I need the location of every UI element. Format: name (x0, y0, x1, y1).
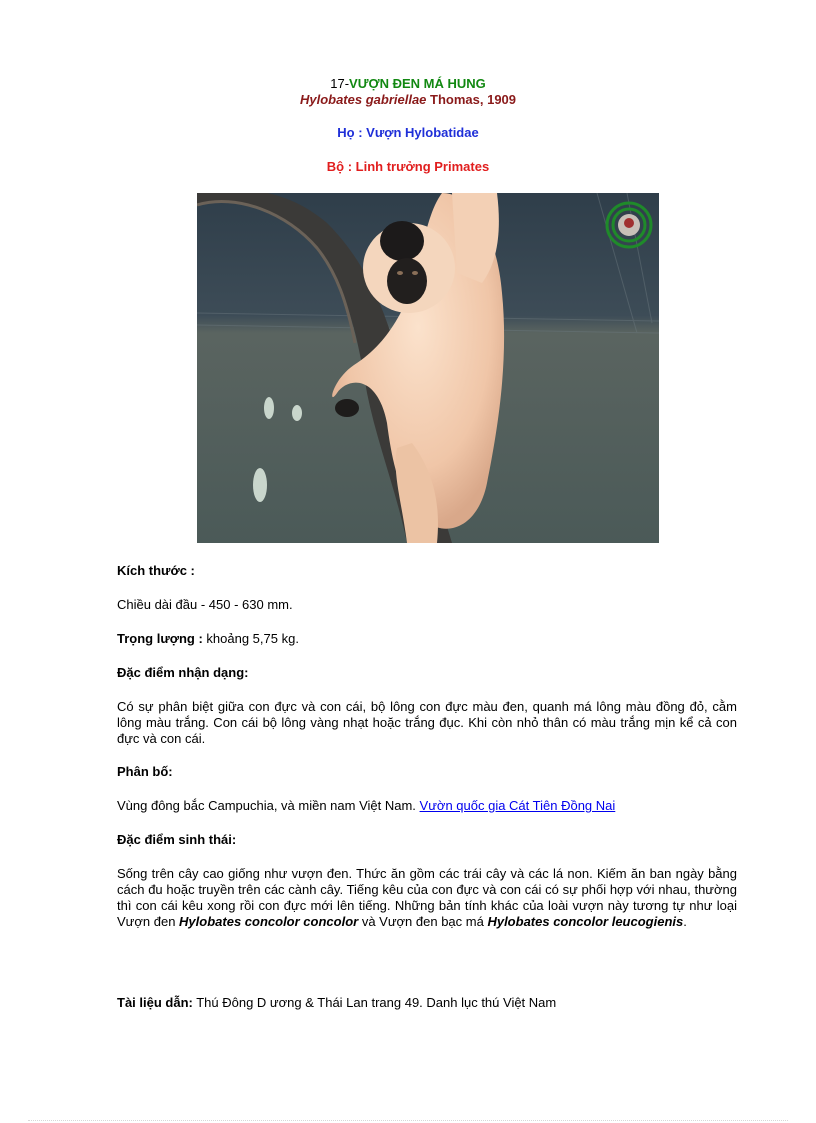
cat-tien-park-link[interactable]: Vườn quốc gia Cát Tiên Đồng Nai (419, 798, 616, 813)
size-text: Chiều dài đầu - 450 - 630 mm. (117, 597, 293, 612)
references-line (117, 995, 737, 1011)
circular-logo-icon (607, 203, 651, 247)
ecology-text-part-3: . (683, 914, 687, 929)
ecology-text-part-2: và Vượn đen bạc má (358, 914, 488, 929)
weight-label: Trọng lượng : (117, 631, 203, 646)
identification-text: Có sự phân biệt giữa con đực và con cái, bộ lông con đực màu đen, quanh má lông màu đồng đỏ, cằm lông màu trắng. Con cái bộ lông vàng nhạt hoặc trắng đục. Khi còn nhỏ thân có màu trắng mịn kể cả con đực và con cái. (117, 699, 737, 746)
species-name-leucogienis: Hylobates concolor leucogienis (487, 914, 684, 929)
page-bottom-divider (28, 1120, 788, 1121)
latin-binomial: Hylobates gabriellae (299, 92, 427, 107)
ecology-heading: Đặc điểm sinh thái: (117, 832, 237, 847)
order-line: Bộ : Linh trưởng Primates (326, 159, 490, 174)
species-title (0, 76, 816, 91)
distribution-regions: Vùng đông bắc Campuchia, và miền nam Việt Nam. (117, 798, 420, 813)
species-latin-name (0, 92, 816, 107)
species-number: 17- (330, 76, 350, 91)
family-line: Họ : Vượn Hylobatidae (337, 125, 479, 140)
weight-line (117, 631, 737, 647)
weight-value: khoảng 5,75 kg. (202, 631, 299, 646)
identification-heading: Đặc điểm nhận dạng: (117, 665, 249, 680)
latin-author: Thomas, 1909 (426, 92, 517, 107)
gibbon-photo (197, 193, 659, 543)
gibbon-illustration (197, 193, 659, 543)
references-text: Thú Đông D ương & Thái Lan trang 49. Danh lục thú Việt Nam (192, 995, 557, 1010)
ecology-text-part-1: Sống trên cây cao giống như vượn đen. Thức ăn gồm các trái cây và các lá non. Kiếm ăn ban ngày bằng cách đu hoặc truyền trên các cành cây. Tiếng kêu của con đực và con cái có sự phối hợp với nhau, thường thì con cái kêu xong rồi con đực mới lên tiếng. Những bản tính khác của loài vượn này tương tự như loại Vượn đen (117, 866, 737, 929)
distribution-heading: Phân bố: (117, 764, 173, 779)
distribution-text (117, 798, 737, 814)
ecology-text (117, 866, 737, 930)
species-name-concolor: Hylobates concolor concolor (179, 914, 359, 929)
references-label: Tài liệu dẫn: (117, 995, 193, 1010)
species-common-name: VƯỢN ĐEN MÁ HUNG (349, 76, 486, 91)
size-heading: Kích thước : (117, 563, 195, 578)
